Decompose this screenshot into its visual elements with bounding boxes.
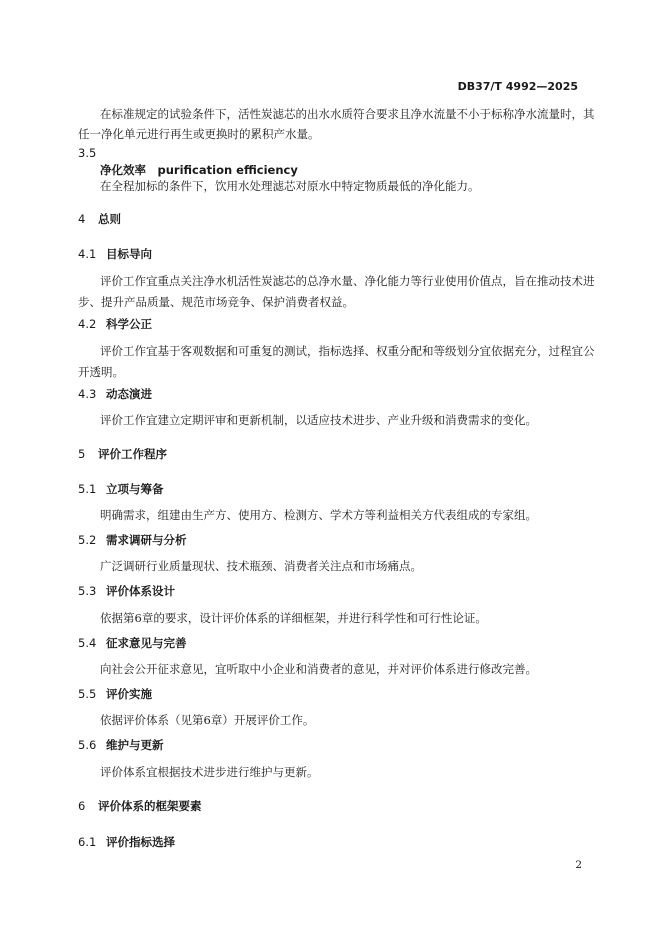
paragraph-line: 步、提升产品质量、规范市场竞争、保护消费者权益。 xyxy=(78,295,354,309)
paragraph-line: 广泛调研行业质量现状、技术瓶颈、消费者关注点和市场痛点。 xyxy=(100,559,422,573)
page-number: 2 xyxy=(575,859,582,871)
heading-number: 5 xyxy=(78,447,86,461)
heading-number: 5.5 xyxy=(78,687,97,701)
heading-section-5-4 xyxy=(78,635,187,651)
heading-number: 5.4 xyxy=(78,636,97,650)
heading-number: 4.3 xyxy=(78,387,97,401)
term-entry: 净化效率 purification efficiency xyxy=(100,163,298,177)
heading-section-4-3 xyxy=(78,386,152,402)
heading-section-4-1 xyxy=(78,246,152,262)
paragraph-line: 评价工作宜重点关注净水机活性炭滤芯的总净水量、净化能力等行业使用价值点，旨在推动技术进 xyxy=(100,274,595,288)
heading-section-4-2 xyxy=(78,316,152,332)
heading-number: 6 xyxy=(78,799,86,813)
paragraph-line: 依据评价体系（见第6章）开展评价工作。 xyxy=(100,713,315,727)
heading-number: 5.6 xyxy=(78,738,97,752)
section-number-3-5: 3.5 xyxy=(78,146,97,160)
heading-number: 4 xyxy=(78,212,86,226)
heading-number: 4.2 xyxy=(78,317,97,331)
heading-number: 4.1 xyxy=(78,247,97,261)
paragraph-line: 向社会公开征求意见，宜听取中小企业和消费者的意见，并对评价体系进行修改完善。 xyxy=(100,662,537,676)
heading-number: 5.3 xyxy=(78,584,97,598)
heading-title: 评价实施 xyxy=(106,687,152,701)
paragraph-line: 在标准规定的试验条件下，活性炭滤芯的出水水质符合要求且净水流量不小于标称净水流量时，其 xyxy=(100,107,595,121)
paragraph-line: 评价体系宜根据技术进步进行维护与更新。 xyxy=(100,765,319,779)
document-id-header: DB37/T 4992—2025 xyxy=(457,80,578,93)
term-definition: 在全程加标的条件下，饮用水处理滤芯对原水中特定物质最低的净化能力。 xyxy=(100,179,480,193)
heading-title: 评价工作程序 xyxy=(98,447,167,461)
paragraph-line: 评价工作宜基于客观数据和可重复的测试，指标选择、权重分配和等级划分宜依据充分，过程宜公 xyxy=(100,344,595,358)
heading-section-4 xyxy=(78,211,121,227)
heading-section-5-3 xyxy=(78,583,175,599)
heading-title: 目标导向 xyxy=(106,247,152,261)
paragraph-line: 任一净化单元进行再生或更换时的累积产水量。 xyxy=(78,127,320,141)
heading-title: 总则 xyxy=(98,212,121,226)
heading-title: 维护与更新 xyxy=(106,738,164,752)
heading-section-5-5 xyxy=(78,686,152,702)
heading-title: 评价指标选择 xyxy=(106,835,175,849)
paragraph-line: 明确需求，组建由生产方、使用方、检测方、学术方等利益相关方代表组成的专家组。 xyxy=(100,508,537,522)
heading-title: 征求意见与完善 xyxy=(106,636,187,650)
paragraph-line: 依据第6章的要求，设计评价体系的详细框架，并进行科学性和可行性论证。 xyxy=(100,611,487,625)
heading-number: 5.2 xyxy=(78,533,97,547)
heading-title: 评价体系设计 xyxy=(106,584,175,598)
heading-section-5 xyxy=(78,446,167,462)
heading-section-6-1 xyxy=(78,834,175,850)
heading-number: 5.1 xyxy=(78,482,97,496)
heading-section-5-1 xyxy=(78,481,164,497)
paragraph-line: 开透明。 xyxy=(78,365,124,379)
heading-title: 需求调研与分析 xyxy=(106,533,187,547)
heading-title: 动态演进 xyxy=(106,387,152,401)
heading-section-6 xyxy=(78,798,202,814)
heading-title: 立项与筹备 xyxy=(106,482,164,496)
heading-section-5-2 xyxy=(78,532,187,548)
heading-title: 评价体系的框架要素 xyxy=(98,799,202,813)
paragraph-line: 评价工作宜建立定期评审和更新机制，以适应技术进步、产业升级和消费需求的变化。 xyxy=(100,413,537,427)
heading-section-5-6 xyxy=(78,737,164,753)
heading-number: 6.1 xyxy=(78,835,97,849)
heading-title: 科学公正 xyxy=(106,317,152,331)
